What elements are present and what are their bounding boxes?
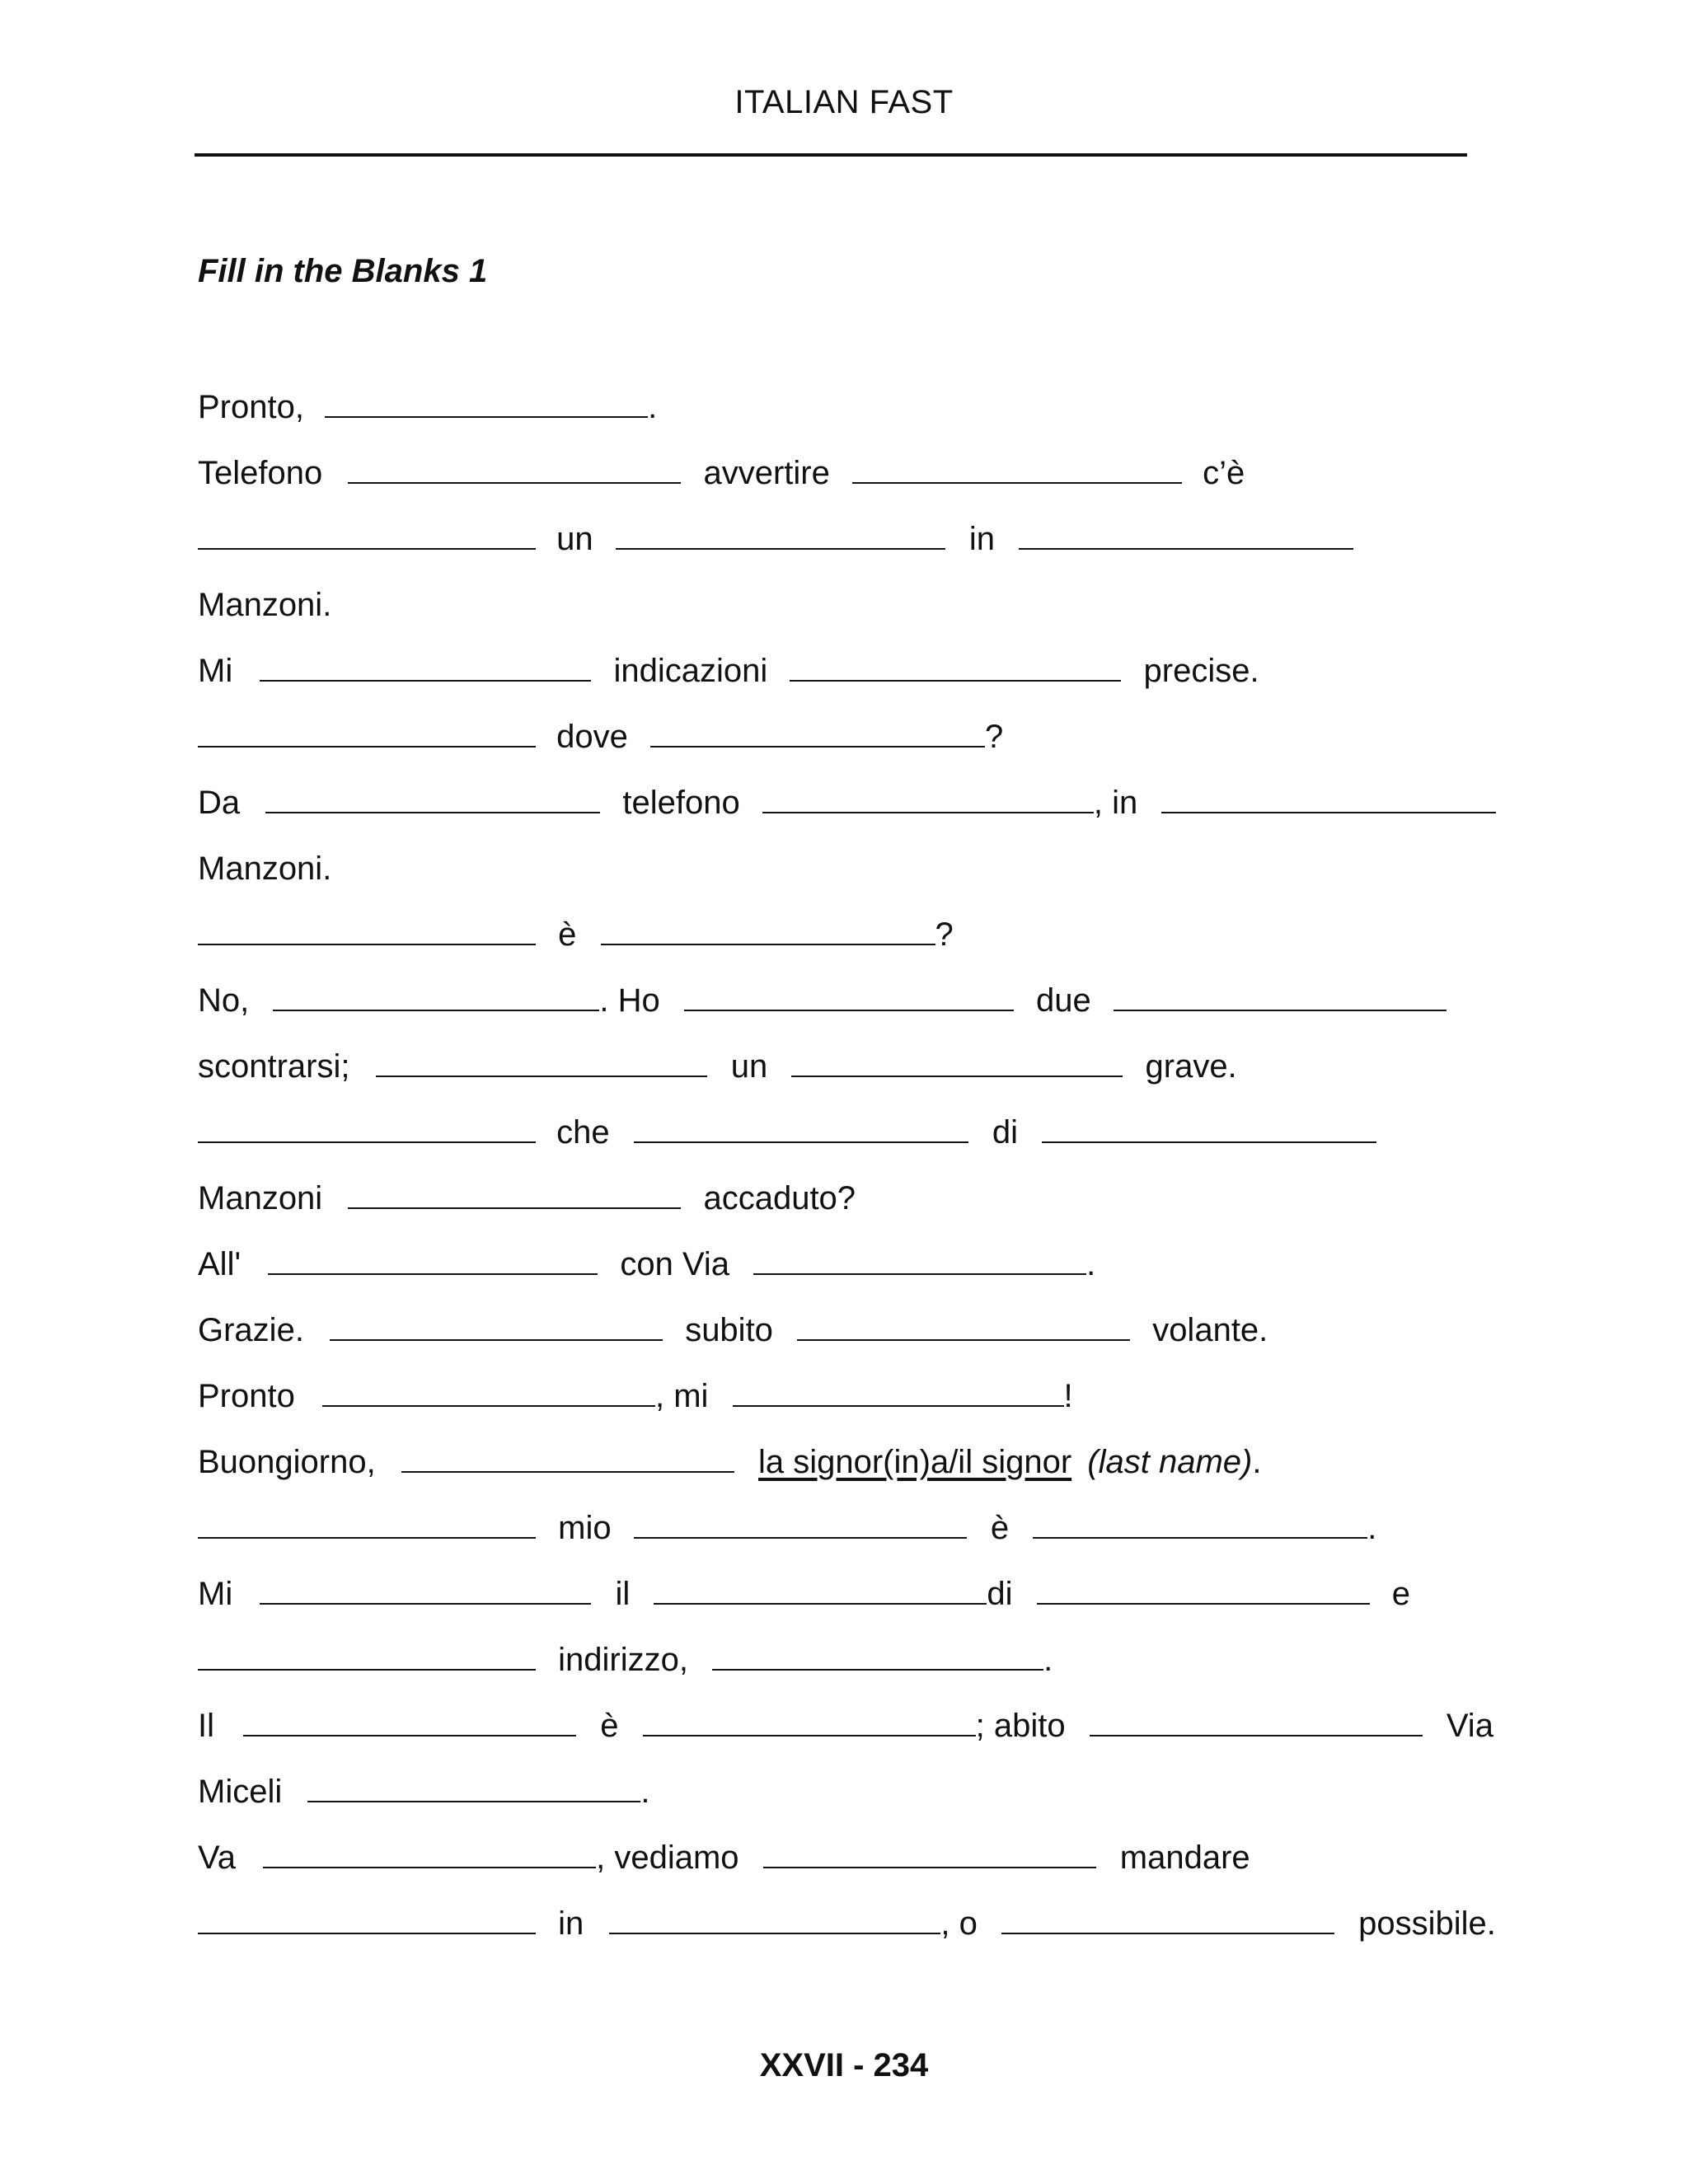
line-text: di — [992, 1114, 1019, 1151]
answer-blank[interactable] — [684, 1009, 1014, 1011]
line-text: con Via — [620, 1246, 730, 1282]
line-text: un — [730, 1048, 768, 1085]
line-text: accaduto? — [703, 1180, 856, 1216]
line-text: . — [648, 389, 658, 425]
exercise-line — [198, 1706, 1493, 1746]
exercise-line — [198, 1904, 1496, 1943]
line-text: Va — [198, 1840, 236, 1876]
page-header: ITALIAN FAST — [734, 84, 954, 120]
line-text: . Ho — [599, 982, 660, 1019]
line-text: (last name) — [1087, 1444, 1253, 1480]
answer-blank[interactable] — [650, 745, 985, 748]
exercise-line — [198, 849, 331, 888]
answer-blank[interactable] — [763, 1866, 1096, 1868]
exercise-line — [198, 1574, 1410, 1614]
answer-blank[interactable] — [198, 547, 536, 550]
line-text: Via — [1446, 1708, 1493, 1744]
answer-blank[interactable] — [791, 1075, 1123, 1077]
answer-blank[interactable] — [260, 1602, 591, 1605]
line-text: precise. — [1143, 653, 1259, 689]
answer-blank[interactable] — [634, 1141, 968, 1143]
line-text: in — [968, 521, 996, 557]
exercise-line — [198, 1508, 1376, 1548]
answer-blank[interactable] — [1037, 1602, 1370, 1605]
line-text: un — [556, 521, 593, 557]
line-text: Buongiorno, — [198, 1444, 376, 1480]
line-text: il — [615, 1576, 631, 1612]
exercise-line — [198, 387, 657, 427]
answer-blank[interactable] — [198, 1668, 536, 1671]
answer-blank[interactable] — [401, 1470, 734, 1473]
line-text: All' — [198, 1246, 241, 1282]
answer-blank[interactable] — [733, 1404, 1064, 1407]
exercise-line — [198, 783, 1496, 823]
answer-blank[interactable] — [790, 679, 1121, 682]
answer-blank[interactable] — [712, 1668, 1043, 1671]
exercise-line — [198, 1772, 649, 1811]
line-text: mio — [558, 1510, 612, 1546]
answer-blank[interactable] — [198, 1536, 536, 1539]
line-text: possibile. — [1358, 1905, 1496, 1942]
answer-blank[interactable] — [609, 1932, 940, 1934]
line-text: in — [558, 1905, 584, 1942]
answer-blank[interactable] — [198, 1141, 536, 1143]
line-text: subito — [685, 1312, 773, 1348]
line-text: , in — [1093, 785, 1138, 821]
answer-blank[interactable] — [1090, 1734, 1423, 1736]
answer-blank[interactable] — [376, 1075, 707, 1077]
line-text: ? — [985, 719, 1004, 755]
answer-blank[interactable] — [268, 1272, 598, 1275]
line-text: è — [558, 916, 577, 953]
answer-blank[interactable] — [753, 1272, 1086, 1275]
answer-blank[interactable] — [198, 1932, 536, 1934]
answer-blank[interactable] — [273, 1009, 599, 1011]
answer-blank[interactable] — [1033, 1536, 1367, 1539]
line-text: dove — [556, 719, 628, 755]
exercise-line — [198, 1838, 1250, 1877]
answer-blank[interactable] — [260, 679, 591, 682]
answer-blank[interactable] — [1161, 811, 1496, 813]
line-text: e — [1391, 1576, 1411, 1612]
line-text: di — [987, 1576, 1013, 1612]
line-text: volante. — [1152, 1312, 1268, 1348]
exercise-line — [198, 1442, 1261, 1482]
line-text: telefono — [622, 785, 740, 821]
answer-blank[interactable] — [1001, 1932, 1334, 1934]
answer-blank[interactable] — [634, 1536, 967, 1539]
answer-blank[interactable] — [654, 1602, 987, 1605]
answer-blank[interactable] — [325, 415, 648, 418]
line-text: indirizzo, — [558, 1642, 688, 1678]
exercise-line — [198, 1244, 1095, 1284]
line-text: è — [990, 1510, 1010, 1546]
answer-blank[interactable] — [1042, 1141, 1376, 1143]
answer-blank[interactable] — [265, 811, 600, 813]
line-text: . — [1043, 1642, 1053, 1678]
exercise-line — [198, 717, 1003, 757]
line-text: . — [1367, 1510, 1377, 1546]
exercise-line — [198, 453, 1245, 493]
line-text: Telefono — [198, 455, 323, 491]
answer-blank[interactable] — [601, 943, 935, 945]
line-text: No, — [198, 982, 250, 1019]
line-text: Da — [198, 785, 241, 821]
exercise-line — [198, 1113, 1376, 1152]
answer-blank[interactable] — [762, 811, 1094, 813]
exercise-line — [198, 915, 954, 954]
answer-blank[interactable] — [1019, 547, 1353, 550]
line-text: due — [1035, 982, 1091, 1019]
line-text: Grazie. — [198, 1312, 304, 1348]
exercise-line — [198, 1376, 1073, 1416]
line-text: Mi — [198, 653, 233, 689]
line-text: Manzoni. — [198, 851, 332, 887]
header-rule — [195, 153, 1467, 157]
line-text: Miceli — [198, 1774, 283, 1810]
section-title: Fill in the Blanks 1 — [198, 253, 488, 289]
line-text: , vediamo — [596, 1840, 739, 1876]
answer-blank[interactable] — [1114, 1009, 1447, 1011]
answer-blank[interactable] — [198, 745, 536, 748]
answer-blank[interactable] — [616, 547, 945, 550]
answer-blank[interactable] — [330, 1338, 663, 1341]
line-text: la signor(in)a/il signor — [757, 1444, 1072, 1480]
page-number: XXVII - 234 — [759, 2047, 929, 2083]
line-text: Manzoni — [198, 1180, 323, 1216]
line-text: scontrarsi; — [198, 1048, 350, 1085]
line-text: , o — [940, 1905, 978, 1942]
answer-blank[interactable] — [643, 1734, 976, 1736]
exercise-line — [198, 1640, 1053, 1680]
line-text: che — [556, 1114, 610, 1151]
exercise-line — [198, 1179, 856, 1218]
exercise-line — [198, 981, 1447, 1020]
line-text: c’è — [1203, 455, 1245, 491]
line-text: . — [640, 1774, 650, 1810]
line-text: ; abito — [975, 1708, 1066, 1744]
line-text: mandare — [1119, 1840, 1250, 1876]
line-text: ? — [935, 916, 954, 953]
answer-blank[interactable] — [348, 1207, 681, 1209]
line-text: Pronto — [198, 1378, 295, 1414]
answer-blank[interactable] — [243, 1734, 576, 1736]
line-text: Pronto, — [198, 389, 304, 425]
line-text: Manzoni. — [198, 587, 332, 623]
line-text: . — [1252, 1444, 1262, 1480]
line-text: Mi — [198, 1576, 233, 1612]
answer-blank[interactable] — [797, 1338, 1130, 1341]
line-text: avvertire — [703, 455, 830, 491]
answer-blank[interactable] — [322, 1404, 655, 1407]
line-text: è — [600, 1708, 619, 1744]
line-text: . — [1086, 1246, 1096, 1282]
exercise-line — [198, 1047, 1237, 1086]
line-text: indicazioni — [613, 653, 768, 689]
exercise-line — [198, 651, 1259, 691]
line-text: ! — [1063, 1378, 1073, 1414]
line-text: , mi — [654, 1378, 709, 1414]
exercise-line — [198, 519, 1353, 559]
line-text: grave. — [1145, 1048, 1237, 1085]
answer-blank[interactable] — [348, 481, 681, 484]
exercise-line — [198, 1310, 1268, 1350]
answer-blank[interactable] — [852, 481, 1182, 484]
answer-blank[interactable] — [263, 1866, 596, 1868]
answer-blank[interactable] — [198, 943, 536, 945]
line-text: Il — [198, 1708, 214, 1744]
exercise-line — [198, 585, 331, 625]
answer-blank[interactable] — [307, 1800, 640, 1802]
